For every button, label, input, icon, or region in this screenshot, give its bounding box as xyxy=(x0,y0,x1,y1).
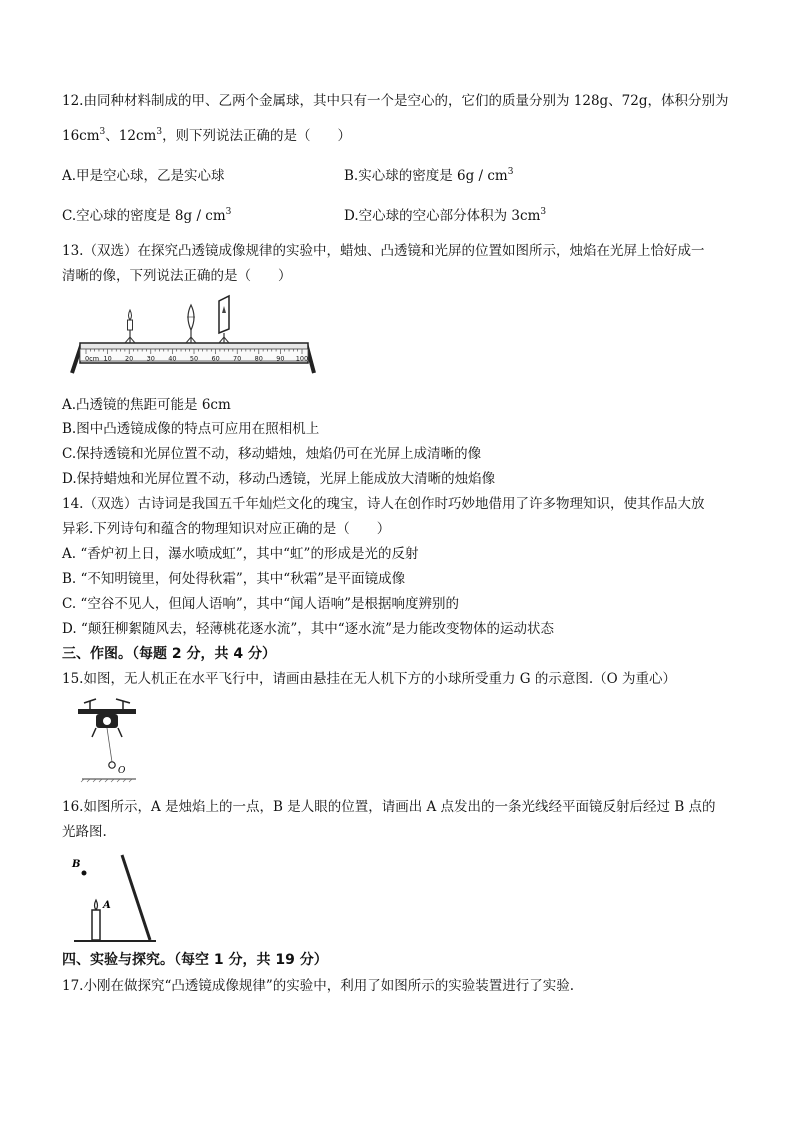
q14-option-a: A. “香炉初上日，瀑水喷成虹”，其中“虹”的形成是光的反射 xyxy=(62,546,419,562)
section3-heading: 三、作图。（每题 2 分，共 4 分） xyxy=(62,646,276,662)
candle-icon xyxy=(125,310,135,343)
q12-stem-line1: 12.由同种材料制成的甲、乙两个金属球，其中只有一个是空心的，它们的质量分别为 128g、72g，体积分别为 xyxy=(62,93,729,109)
ruler-label: 0cm xyxy=(85,354,100,363)
ruler-label: 90 xyxy=(276,354,285,363)
q14-stem-line2: 异彩.下列诗句和蕴含的物理知识对应正确的是（ ） xyxy=(62,521,391,537)
q13-option-a: A.凸透镜的焦距可能是 6cm xyxy=(62,397,231,413)
plane-mirror xyxy=(122,855,150,940)
q12-option-c: C.空心球的密度是 $8g / cm^3$ xyxy=(62,207,232,224)
q13-option-b: B.图中凸透镜成像的特点可应用在照相机上 xyxy=(62,421,320,437)
label-o: O xyxy=(118,766,126,776)
ruler-label: 80 xyxy=(254,354,263,363)
q17-stem: 17.小刚在做探究“凸透镜成像规律”的实验中，利用了如图所示的实验装置进行了实验. xyxy=(62,978,575,994)
q15-stem: 15.如图，无人机正在水平飞行中，请画由悬挂在无人机下方的小球所受重力 G 的示意图.（O 为重心） xyxy=(62,671,676,687)
ruler-label: 30 xyxy=(146,354,155,363)
ruler-label: 100 xyxy=(295,354,309,363)
ruler-label: 70 xyxy=(233,354,242,363)
ruler-label: 40 xyxy=(168,354,177,363)
q12-stem-line2: $16cm^3$、$12cm^3$，则下列说法正确的是（ ） xyxy=(62,127,352,144)
candle-icon xyxy=(92,900,100,940)
convex-lens-icon xyxy=(186,305,196,343)
q13-option-c: C.保持透镜和光屏位置不动，移动蜡烛，烛焰仍可在光屏上成清晰的像 xyxy=(62,446,482,462)
label-a: A xyxy=(103,900,111,911)
q14-stem-line1: 14.（双选）古诗词是我国五千年灿烂文化的瑰宝，诗人在创作时巧妙地借用了许多物理知识，使其作品大放 xyxy=(62,496,705,512)
q13-stem-line1: 13.（双选）在探究凸透镜成像规律的实验中，蜡烛、凸透镜和光屏的位置如图所示，烛焰在光屏上恰好成一 xyxy=(62,243,705,259)
q13-option-d: D.保持蜡烛和光屏位置不动，移动凸透镜，光屏上能成放大清晰的烛焰像 xyxy=(62,471,496,487)
q12-option-b: B.实心球的密度是 $6g / cm^3$ xyxy=(344,167,514,184)
section4-heading: 四、实验与探究。（每空 1 分，共 19 分） xyxy=(62,952,328,968)
ruler-label: 20 xyxy=(125,354,134,363)
ruler-label: 50 xyxy=(189,354,199,363)
q12-option-a: A.甲是空心球，乙是实心球 xyxy=(62,168,225,184)
optical-bench-figure xyxy=(64,293,324,381)
label-b: B xyxy=(72,859,81,870)
ruler-label: 10 xyxy=(103,354,112,363)
q16-stem-line2: 光路图. xyxy=(62,824,107,840)
drone-figure xyxy=(74,695,142,783)
q14-option-b: B. “不知明镜里，何处得秋霜”，其中“秋霜”是平面镜成像 xyxy=(62,571,406,587)
ruler-label: 60 xyxy=(211,354,220,363)
q14-option-c: C. “空谷不见人，但闻人语响”，其中“闻人语响”是根据响度辨别的 xyxy=(62,596,460,612)
q14-option-d: D. “颠狂柳絮随风去，轻薄桃花逐水流”，其中“逐水流”是力能改变物体的运动状态 xyxy=(62,621,555,637)
light-screen-icon xyxy=(219,296,229,343)
q13-stem-line2: 清晰的像，下列说法正确的是（ ） xyxy=(62,268,292,284)
eye-point-b xyxy=(82,871,87,876)
plane-mirror-figure xyxy=(70,850,160,946)
ball-icon xyxy=(109,762,115,768)
q16-stem-line1: 16.如图所示，A 是烛焰上的一点，B 是人眼的位置，请画出 A 点发出的一条光线经平面镜反射后经过 B 点的 xyxy=(62,799,716,815)
q12-option-d: D.空心球的空心部分体积为 $3cm^3$ xyxy=(344,207,547,224)
drone-icon xyxy=(78,699,136,737)
